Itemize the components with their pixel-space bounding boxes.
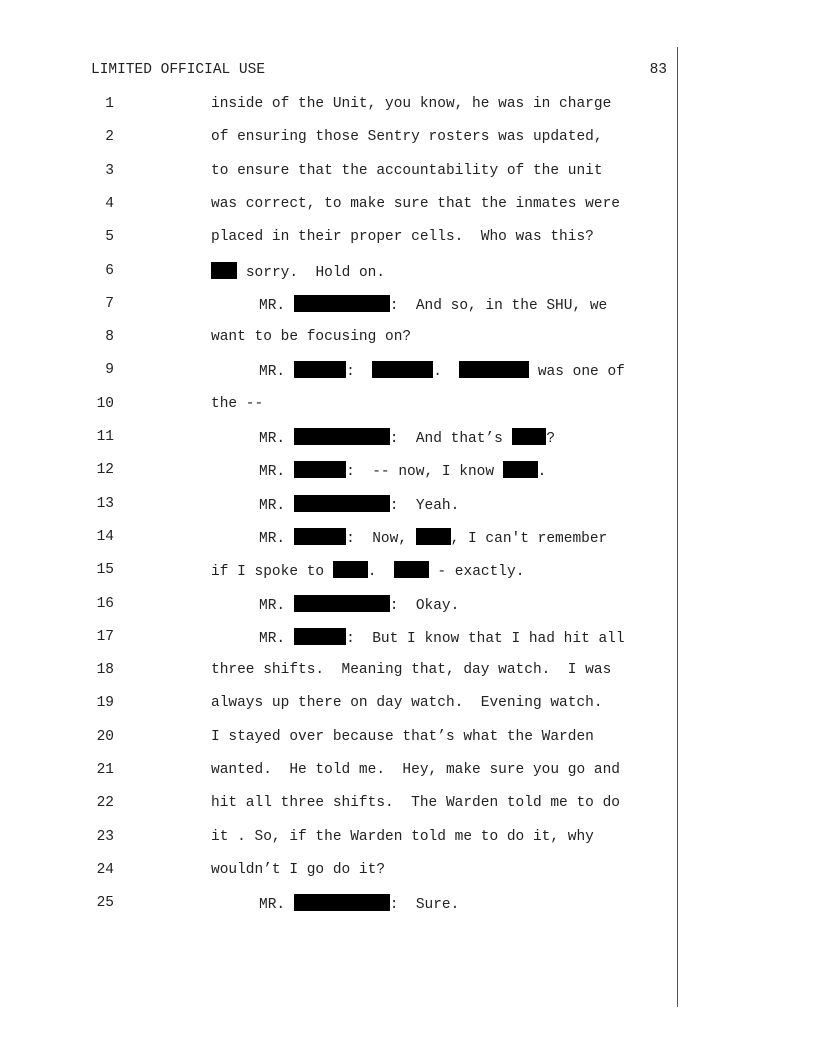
- redaction-block: [459, 361, 529, 378]
- line-number: 10: [96, 395, 114, 412]
- redaction-block: [333, 561, 368, 578]
- line-number: 2: [105, 129, 114, 146]
- transcript-line: [0, 128, 816, 148]
- text-segment: was correct, to make sure that the inmates were: [211, 195, 620, 212]
- line-text: [259, 428, 555, 448]
- line-number: 18: [96, 662, 114, 679]
- redaction-block: [211, 262, 237, 279]
- line-number: 12: [96, 462, 114, 479]
- line-number: 23: [96, 828, 114, 845]
- line-number: 13: [96, 495, 114, 512]
- line-text: [211, 861, 385, 879]
- line-number: 5: [105, 229, 114, 246]
- transcript-line: [0, 628, 816, 648]
- text-segment: hit all three shifts. The Warden told me to do: [211, 795, 620, 812]
- line-number: 16: [96, 595, 114, 612]
- line-text: [259, 361, 625, 381]
- text-segment: :: [346, 364, 373, 381]
- line-number: 21: [96, 762, 114, 778]
- text-segment: .: [537, 464, 547, 481]
- line-number: 3: [105, 162, 114, 179]
- text-segment: .: [433, 364, 460, 381]
- redaction-block: [294, 628, 346, 645]
- line-number: 9: [105, 362, 114, 379]
- text-segment: .: [367, 564, 394, 581]
- line-text: [259, 894, 459, 914]
- transcript-line: [0, 361, 816, 381]
- redaction-block: [294, 295, 390, 312]
- transcript-line: [0, 428, 816, 448]
- text-segment: : -- now, I know: [346, 464, 503, 481]
- transcript-line: [0, 262, 816, 282]
- text-segment: placed in their proper cells. Who was this?: [211, 229, 594, 246]
- transcript-line: [0, 861, 816, 881]
- text-segment: : But I know that I had hit all: [346, 630, 625, 647]
- text-segment: MR.: [259, 897, 294, 914]
- transcript-line: [0, 894, 816, 914]
- transcript-line: [0, 162, 816, 182]
- text-segment: MR.: [259, 297, 294, 314]
- line-text: [211, 162, 603, 180]
- line-number: 11: [96, 429, 114, 445]
- text-segment: : Yeah.: [389, 497, 460, 514]
- text-segment: I stayed over because that’s what the Warden: [211, 728, 594, 745]
- text-segment: sorry. Hold on.: [237, 264, 386, 281]
- transcript-line: [0, 561, 816, 581]
- redaction-block: [372, 361, 433, 378]
- text-segment: MR.: [259, 630, 294, 647]
- text-segment: MR.: [259, 464, 294, 481]
- line-text: [211, 728, 594, 746]
- transcript-line: [0, 328, 816, 348]
- text-segment: : And so, in the SHU, we: [389, 297, 608, 314]
- line-text: [211, 95, 611, 113]
- redaction-block: [294, 528, 346, 545]
- line-text: [211, 794, 620, 812]
- text-segment: - exactly.: [428, 564, 525, 581]
- line-number: 22: [96, 795, 114, 812]
- page-number: 83: [649, 62, 667, 78]
- line-text: [211, 561, 524, 581]
- text-segment: if I spoke to: [211, 564, 333, 581]
- line-number: 1: [105, 96, 114, 112]
- line-text: [211, 128, 603, 146]
- transcript-line: [0, 528, 816, 548]
- text-segment: three shifts. Meaning that, day watch. I was: [211, 662, 612, 679]
- text-segment: always up there on day watch. Evening watch.: [211, 695, 603, 712]
- transcript-line: [0, 295, 816, 315]
- line-number: 15: [96, 562, 114, 579]
- line-text: [211, 228, 594, 246]
- text-segment: to ensure that the accountability of the unit: [211, 162, 603, 179]
- line-text: [211, 262, 385, 282]
- line-number: 19: [96, 695, 114, 712]
- redaction-block: [294, 495, 390, 512]
- line-number: 17: [96, 628, 114, 645]
- line-text: [211, 395, 263, 413]
- text-segment: : Okay.: [389, 597, 460, 614]
- transcript-line: [0, 195, 816, 215]
- transcript-line: [0, 694, 816, 714]
- text-segment: MR.: [259, 497, 294, 514]
- text-segment: of ensuring those Sentry rosters was updated,: [211, 129, 603, 146]
- line-text: [259, 528, 607, 548]
- line-text: [211, 828, 594, 846]
- line-text: [259, 628, 625, 648]
- redaction-block: [394, 561, 429, 578]
- text-segment: it . So, if the Warden told me to do it, why: [211, 828, 594, 845]
- text-segment: : Now,: [346, 530, 416, 547]
- text-segment: MR.: [259, 530, 294, 547]
- line-text: [211, 195, 620, 213]
- transcript-line: [0, 95, 816, 115]
- transcript-line: [0, 595, 816, 615]
- line-number: 7: [105, 295, 114, 312]
- text-segment: MR.: [259, 364, 294, 381]
- line-text: [259, 461, 546, 481]
- text-segment: was one of: [529, 364, 625, 381]
- transcript-line: [0, 228, 816, 248]
- text-segment: wouldn’t I go do it?: [211, 861, 386, 878]
- text-segment: MR.: [259, 431, 294, 447]
- redaction-block: [294, 361, 346, 378]
- line-number: 20: [96, 728, 114, 745]
- line-text: [259, 495, 459, 515]
- line-text: [211, 661, 611, 679]
- transcript-line: [0, 461, 816, 481]
- transcript-line: [0, 828, 816, 848]
- redaction-block: [416, 528, 451, 545]
- text-segment: : Sure.: [389, 897, 460, 914]
- redaction-block: [503, 461, 538, 478]
- redaction-block: [294, 595, 390, 612]
- redaction-block: [294, 428, 390, 445]
- redaction-block: [512, 428, 547, 445]
- line-number: 14: [96, 528, 114, 545]
- redaction-block: [294, 894, 390, 911]
- text-segment: the --: [211, 395, 264, 412]
- transcript-line: [0, 728, 816, 748]
- text-segment: wanted. He told me. Hey, make sure you go and: [211, 762, 620, 778]
- line-text: [259, 295, 607, 315]
- line-number: 8: [105, 329, 114, 346]
- redaction-block: [294, 461, 346, 478]
- transcript-line: [0, 661, 816, 681]
- transcript-line: [0, 761, 816, 781]
- text-segment: MR.: [259, 597, 294, 614]
- text-segment: inside of the Unit, you know, he was in charge: [211, 96, 612, 112]
- line-number: 25: [96, 895, 114, 912]
- text-segment: ?: [546, 431, 556, 447]
- line-number: 6: [105, 262, 114, 279]
- classification-header: LIMITED OFFICIAL USE: [91, 62, 266, 78]
- line-text: [211, 761, 620, 779]
- transcript-line: [0, 395, 816, 415]
- line-number: 4: [105, 195, 114, 212]
- line-number: 24: [96, 861, 114, 878]
- line-text: [211, 328, 411, 346]
- line-text: [211, 694, 603, 712]
- text-segment: , I can't remember: [450, 530, 608, 547]
- transcript-line: [0, 794, 816, 814]
- transcript-line: [0, 495, 816, 515]
- text-segment: want to be focusing on?: [211, 329, 412, 346]
- text-segment: : And that’s: [389, 431, 512, 447]
- line-text: [259, 595, 459, 615]
